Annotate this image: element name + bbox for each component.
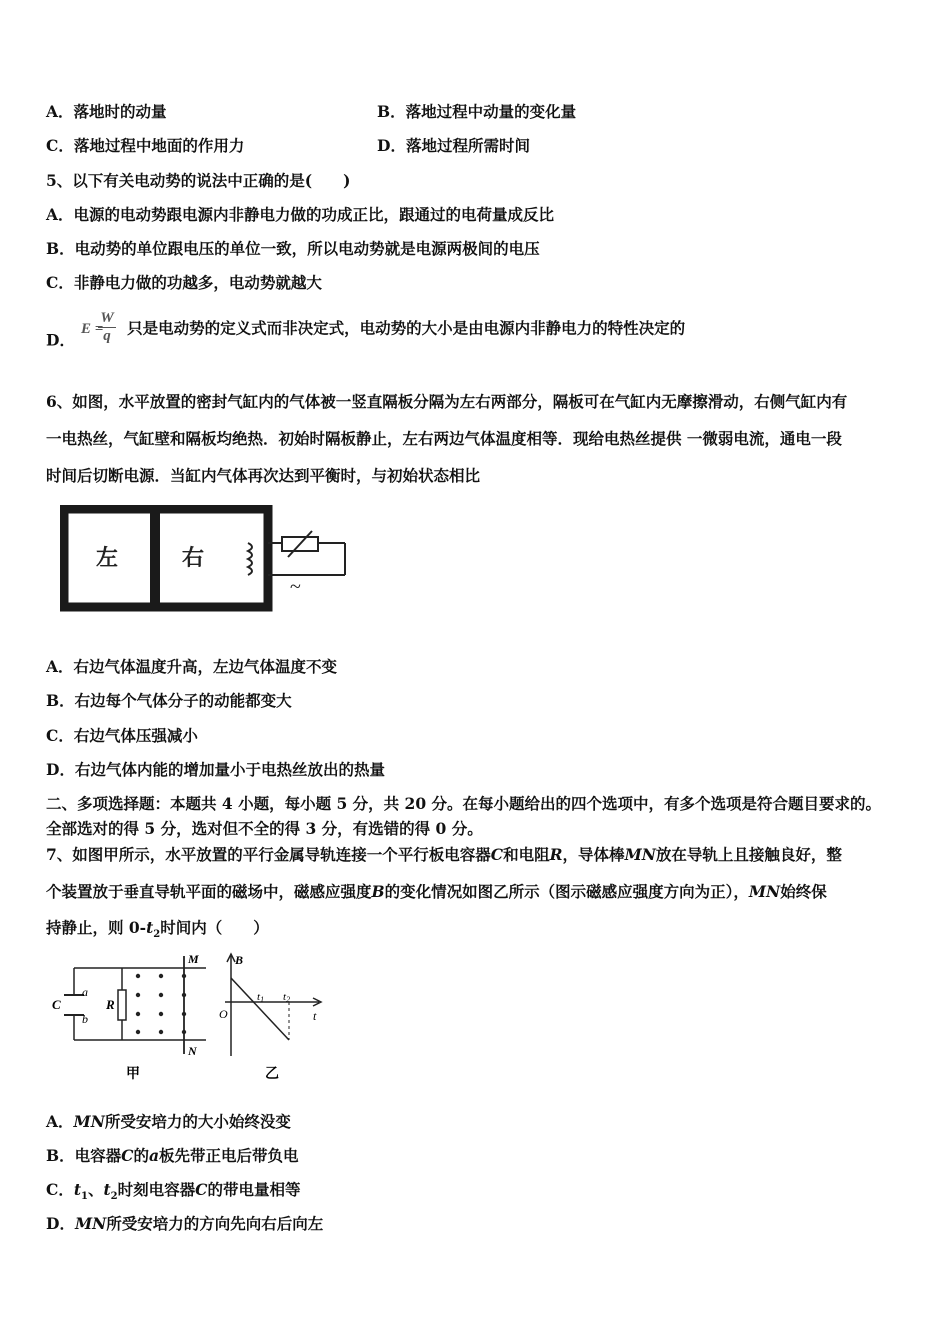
q7-l2-a: 个装置放于垂直导轨平面的磁场中，磁感应强度 [46, 882, 372, 901]
q7-c-t2: t [103, 1180, 111, 1199]
q7-d-label: D． [46, 1214, 75, 1233]
q7-d-text: 所受安培力的方向先向右后向左 [106, 1214, 324, 1233]
label-C: C [52, 997, 61, 1012]
heating-wire-icon [248, 543, 252, 575]
q7-l2-c: 始终保 [780, 882, 827, 901]
graph-figure-yi [215, 950, 330, 1085]
q7-l1-d: 放在导轨上且接触良好，整 [655, 845, 842, 864]
q7-l2-B: B [371, 882, 385, 901]
q7-c-t1sub: 1 [81, 1191, 88, 1203]
q7-l3-sub: 2 [153, 929, 161, 941]
q7-a-label: A． [46, 1112, 74, 1131]
q5-stem: 5、以下有关电动势的说法中正确的是( ) [46, 171, 351, 190]
q7-l2-b: 的变化情况如图乙所示（图示磁感应强度方向为正）， [384, 882, 749, 901]
q5-option-d-text: 只是电动势的定义式而非决定式，电动势的大小是由电源内非静电力的特性决定的 [127, 318, 686, 338]
q7-c-text: 的带电量相等 [207, 1180, 301, 1199]
q7-c-mid: 时刻电容器 [117, 1180, 196, 1199]
q5-option-d [46, 310, 685, 351]
label-left: 左 [96, 545, 119, 570]
q7-l1-C: C [490, 845, 504, 864]
q6-stem-line2: 一电热丝，气缸壁和隔板均绝热．初始时隔板静止，左右两边气体温度相等．现给电热丝提供 一微弱电流，通电一段 [46, 429, 842, 448]
cylinder-figure [60, 505, 360, 615]
tick-t2: t2 [283, 991, 291, 1004]
q7-stem-line1 [46, 845, 842, 865]
caption-jia: 甲 [126, 1067, 140, 1082]
section2-instructions-line2: 全部选对的得 5 分，选对但不全的得 3 分，有选错的得 0 分。 [46, 819, 483, 838]
magnetic-field-dots [136, 974, 186, 1034]
q7-option-d [46, 1214, 323, 1234]
caption-yi: 乙 [265, 1067, 279, 1082]
q7-l1-a: 7、如图甲所示，水平放置的平行金属导轨连接一个平行板电容器 [46, 845, 491, 864]
emf-formula-lhs: E = [81, 321, 104, 337]
emf-formula-numerator: W [100, 310, 114, 326]
q6-option-a: A．右边气体温度升高，左边气体温度不变 [46, 657, 338, 676]
partition [150, 509, 160, 607]
q7-a-text: 所受安培力的大小始终没变 [104, 1112, 291, 1131]
q5-option-c: C．非静电力做的功越多，电动势就越大 [46, 273, 322, 292]
q7-l3-a: 持静止，则 0- [46, 918, 147, 937]
emf-formula-denominator: q [103, 328, 111, 344]
q4-option-d: D．落地过程所需时间 [377, 136, 530, 155]
q5-option-b: B．电动势的单位跟电压的单位一致，所以电动势就是电源两极间的电压 [46, 239, 540, 258]
q4-option-b: B．落地过程中动量的变化量 [377, 102, 577, 121]
q7-c-C: C [195, 1180, 208, 1199]
label-R: R [106, 997, 115, 1012]
q6-option-c: C．右边气体压强减小 [46, 726, 198, 745]
q7-option-c [46, 1180, 301, 1207]
q7-b-label: B．电容器 [46, 1146, 122, 1165]
q7-d-MN: MN [74, 1214, 107, 1233]
q7-b-a: a [148, 1146, 160, 1165]
q7-stem-line2 [46, 882, 827, 902]
label-b: b [82, 1012, 88, 1026]
origin-label-O: O [219, 1007, 228, 1021]
emf-formula [81, 310, 115, 345]
q7-a-MN: MN [73, 1112, 105, 1131]
b-line [231, 978, 289, 1040]
label-right: 右 [182, 545, 205, 570]
q7-c-sep: 、 [87, 1180, 104, 1199]
label-M: M [188, 952, 199, 966]
q7-l1-R: R [549, 845, 563, 864]
q6-option-b: B．右边每个气体分子的动能都变大 [46, 691, 292, 710]
ac-source-icon: ~ [290, 576, 301, 598]
q7-c-t1: t [73, 1180, 82, 1199]
section2-instructions-line1: 二、多项选择题：本题共 4 小题，每小题 5 分，共 20 分。在每小题给出的四个选项中，有多个选项是符合题目要求的。 [46, 794, 882, 813]
resistor-icon [118, 990, 126, 1020]
q6-option-d: D．右边气体内能的增加量小于电热丝放出的热量 [46, 760, 385, 779]
q4-option-c: C．落地过程中地面的作用力 [46, 136, 245, 155]
circuit-figure-jia [46, 950, 216, 1085]
q7-l3-b: 时间内（ ） [160, 918, 269, 937]
q5-option-d-label: D． [46, 330, 75, 350]
q7-b-C: C [121, 1146, 134, 1165]
q6-stem-line1: 6、如图，水平放置的密封气缸内的气体被一竖直隔板分隔为左右两部分，隔板可在气缸内无摩擦滑动，右侧气缸内有 [46, 392, 848, 411]
q7-l1-MN: MN [624, 845, 656, 864]
cylinder-wall [64, 509, 268, 607]
q7-option-a [46, 1112, 291, 1132]
label-N: N [188, 1044, 197, 1058]
q7-b-mid: 的 [133, 1146, 149, 1165]
q4-option-a: A．落地时的动量 [46, 102, 167, 121]
q7-option-b [46, 1146, 299, 1166]
label-a: a [82, 985, 88, 999]
tick-t1: t1 [257, 991, 265, 1004]
axis-label-t: t [313, 1009, 317, 1023]
q5-option-a: A．电源的电动势跟电源内非静电力做的功成正比，跟通过的电荷量成反比 [46, 205, 555, 224]
q7-l1-c: ，导体棒 [562, 845, 625, 864]
q7-l1-b: 和电阻 [503, 845, 550, 864]
axis-label-B: B [235, 953, 244, 967]
q7-c-label: C． [46, 1180, 74, 1199]
q7-b-text: 板先带正电后带负电 [159, 1146, 299, 1165]
q6-stem-line3: 时间后切断电源．当缸内气体再次达到平衡时，与初始状态相比 [46, 466, 481, 485]
q7-c-t2sub: 2 [110, 1191, 118, 1203]
q7-l2-MN: MN [748, 882, 781, 901]
q7-l3-t: t [146, 918, 154, 937]
q7-stem-line3 [46, 918, 269, 945]
